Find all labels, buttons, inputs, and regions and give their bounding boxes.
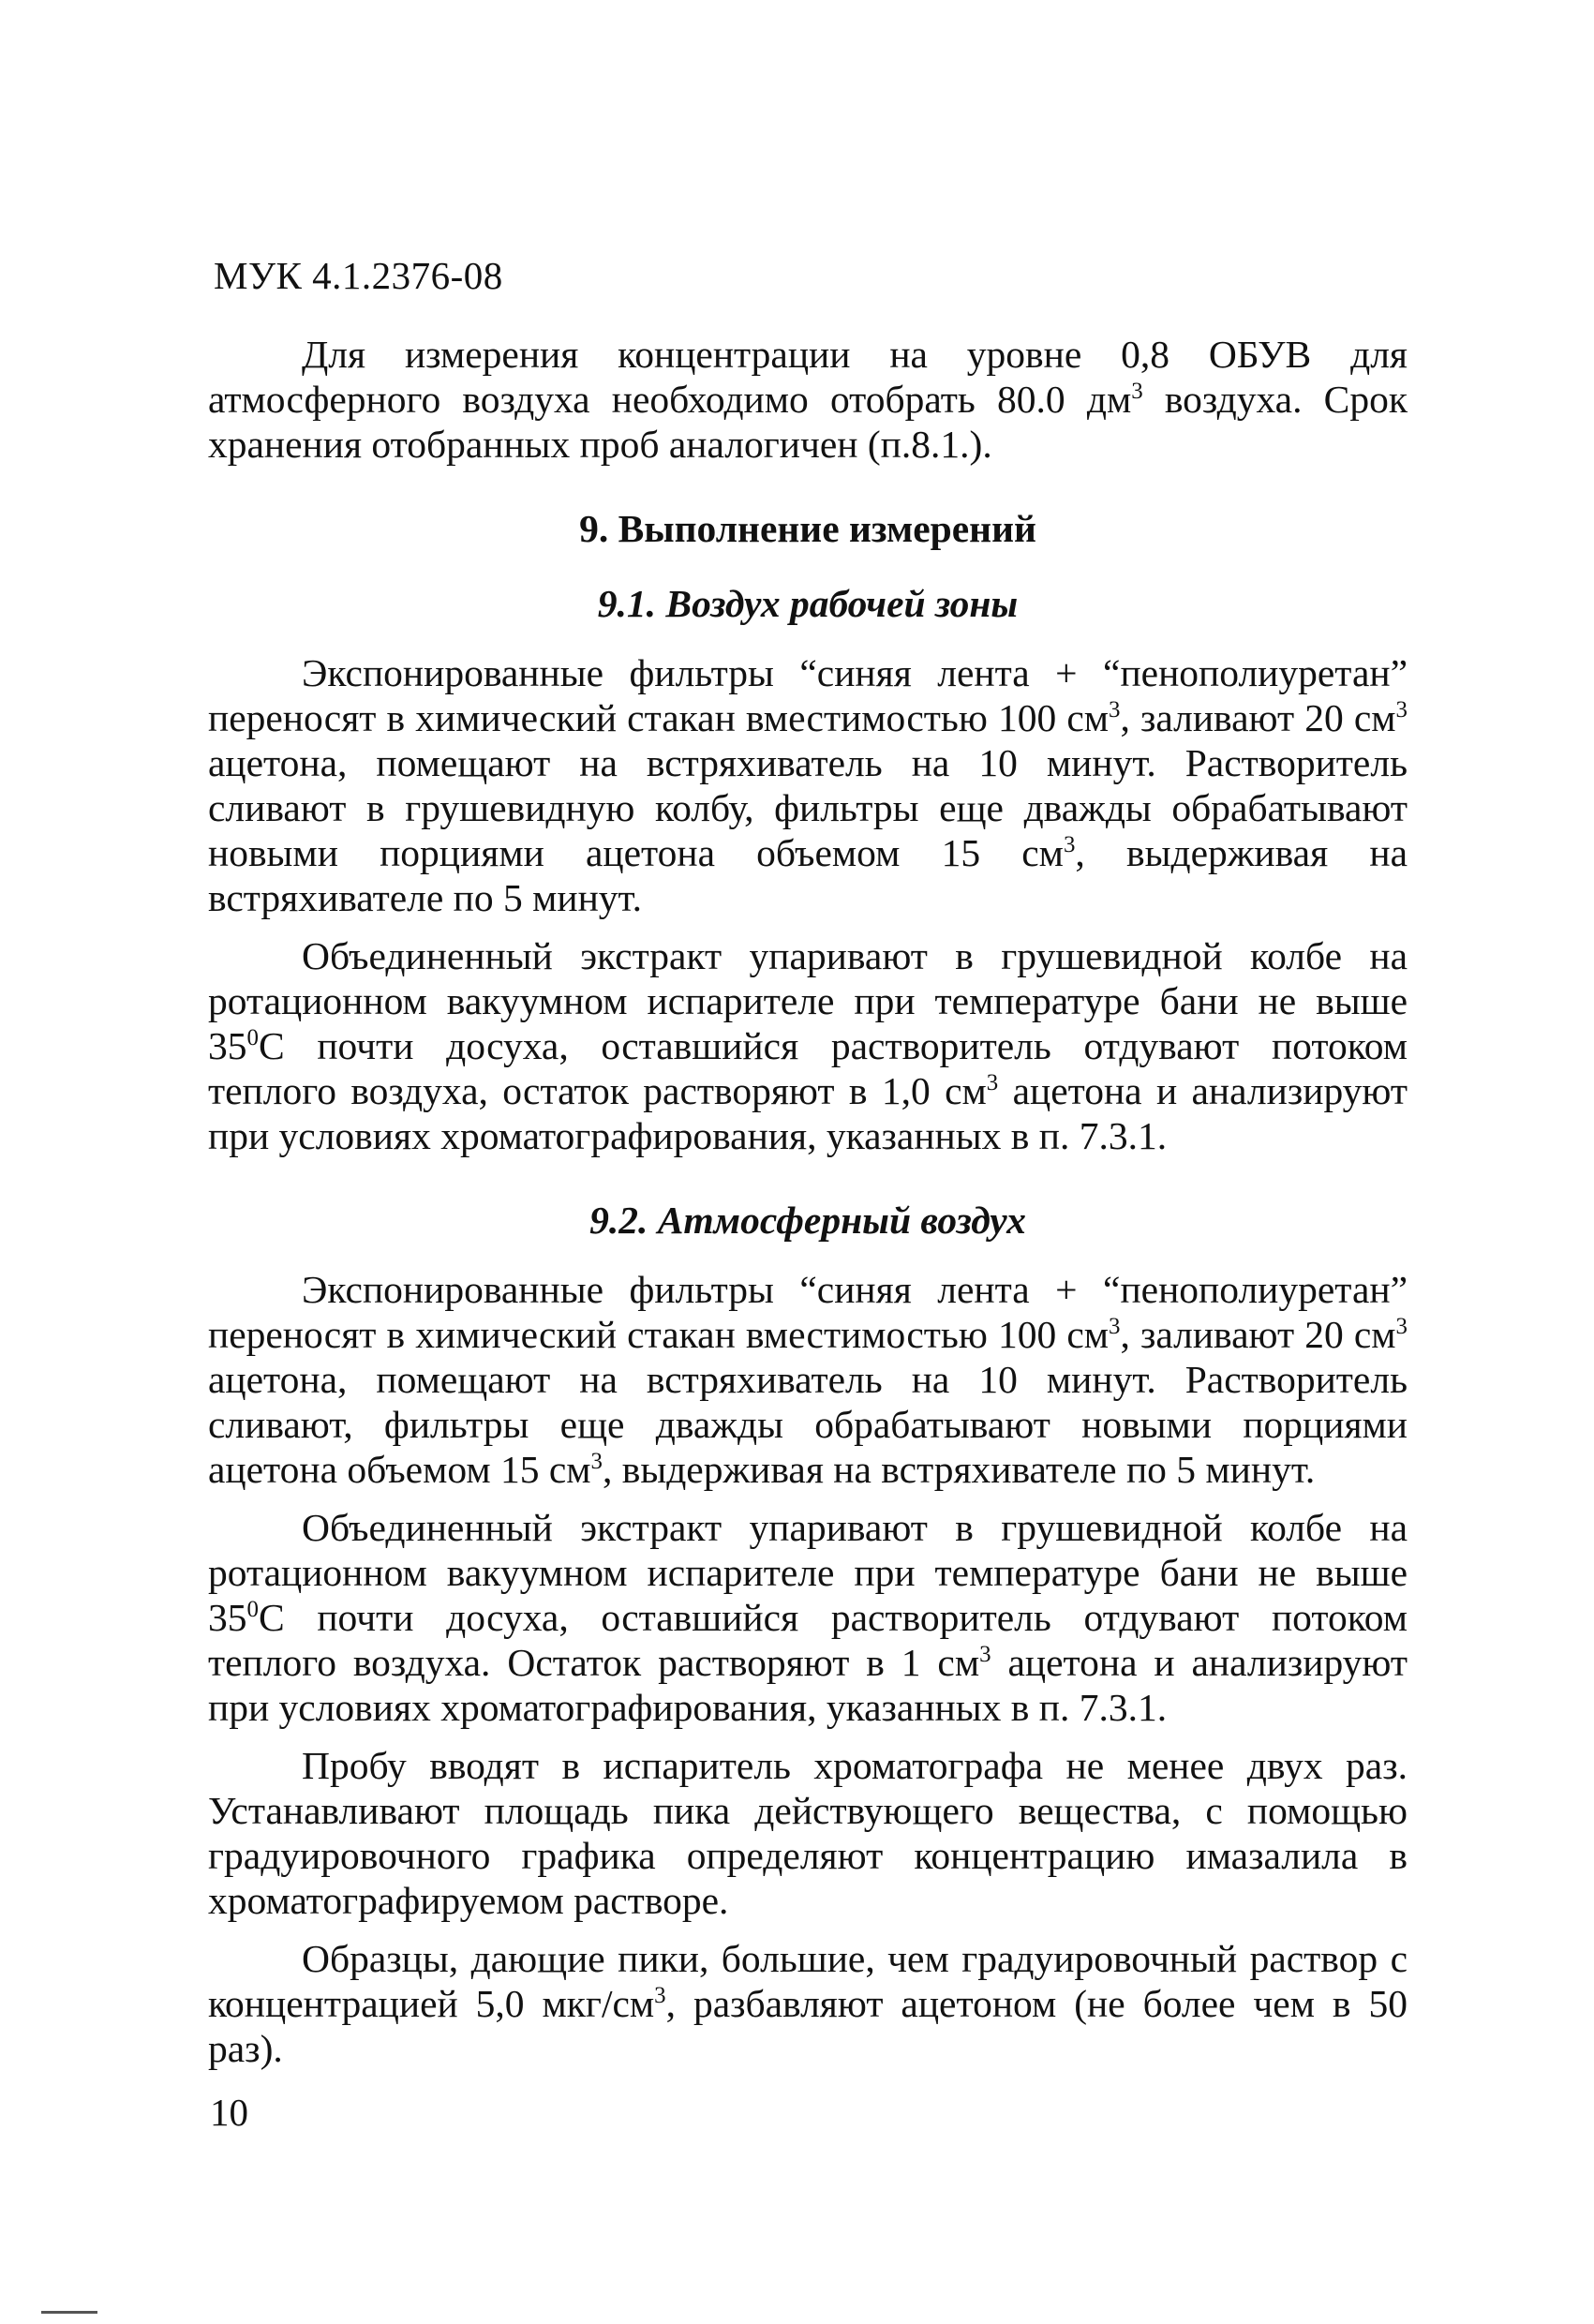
section-9-1-paragraph-1: Экспонированные фильтры “синяя лента + “пенополиуретан” переносят в химический стакан вместимостью 100 $см^3$, заливают 20 $см^3$ ацетона, помещают на встряхиватель на 10 минут. Растворитель сливают в грушевидную колбу, фильтры еще дважды обрабатывают новыми порциями ацетона объемом 15 $см^3$, выдерживая на встряхивателе по 5 минут. xyxy=(208,651,1408,919)
page-number: 10 xyxy=(210,2091,248,2134)
section-9-1-heading: 9.1. Воздух рабочей зоны xyxy=(597,582,1019,625)
section-9-2-heading: 9.2. Атмосферный воздух xyxy=(589,1199,1026,1242)
section-9-2-paragraph-2: Объединенный экстракт упаривают в грушевидной колбе на ротационном вакуумном испарителе при температуре бани не выше $35^0С$ почти досуха, оставшийся растворитель отдувают потоком теплого воздуха. Остаток растворяют в 1 $см^3$ ацетона и анализируют при условиях хроматографирования, указанных в п. 7.3.1. xyxy=(208,1506,1408,1729)
section-9-heading: 9. Выполнение измерений xyxy=(579,507,1036,550)
document-body xyxy=(208,332,1408,2084)
section-9-2-paragraph-3: Пробу вводят в испаритель хроматографа не менее двух раз. Устанавливают площадь пика действующего вещества, с помощью градуировочного графика определяют концентрацию имазалила в хроматографируемом растворе. xyxy=(208,1744,1408,1922)
section-9-1-paragraph-2: Объединенный экстракт упаривают в грушевидной колбе на ротационном вакуумном испарителе при температуре бани не выше $35^0С$ почти досуха, оставшийся растворитель отдувают потоком теплого воздуха, остаток растворяют в 1,0 $см^3$ ацетона и анализируют при условиях хроматографирования, указанных в п. 7.3.1. xyxy=(208,934,1408,1157)
document-code: МУК 4.1.2376-08 xyxy=(214,254,503,297)
section-9-2-paragraph-1: Экспонированные фильтры “синяя лента + “пенополиуретан” переносят в химический стакан вместимостью 100 $см^3$, заливают 20 $см^3$ ацетона, помещают на встряхиватель на 10 минут. Растворитель сливают, фильтры еще дважды обрабатывают новыми порциями ацетона объемом 15 $см^3$, выдерживая на встряхивателе по 5 минут. xyxy=(208,1268,1408,1491)
section-9-2-paragraph-4: Образцы, дающие пики, большие, чем градуировочный раствор с концентрацией 5,0 мкг/$см^3$, разбавляют ацетоном (не более чем в 50 раз). xyxy=(208,1937,1408,2070)
intro-paragraph: Для измерения концентрации на уровне 0,8 ОБУВ для атмосферного воздуха необходимо отобрать 80.0 $дм^3$ воздуха. Срок хранения отобранных проб аналогичен (п.8.1.). xyxy=(208,333,1408,466)
scan-edge-mark xyxy=(41,2311,97,2314)
